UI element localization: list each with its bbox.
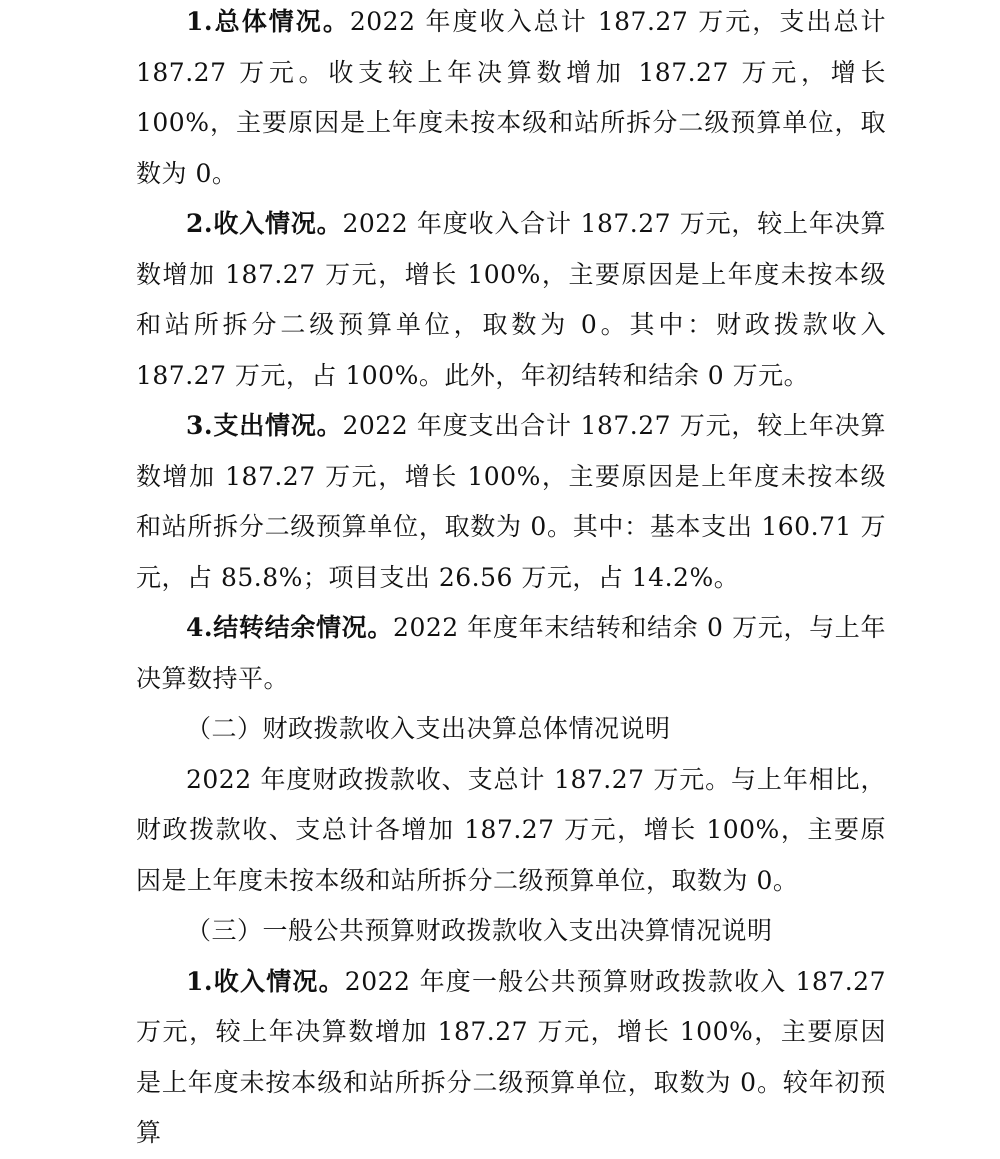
document-body: [136, 0, 886, 1159]
paragraph-text: 2022 年度年末结转和结余 0 万元，与上年决算数持平。: [136, 613, 886, 693]
paragraph-carryover: [136, 603, 886, 704]
section-heading-fiscal-overview: （二）财政拨款收入支出决算总体情况说明: [186, 714, 671, 743]
paragraph-heading: 3.支出情况。: [186, 411, 343, 440]
paragraph-text: 2022 年度收入总计 187.27 万元，支出总计 187.27 万元。收支较上年决算数增加 187.27 万元，增长 100%，主要原因是上年度未按本级和站所拆分二级预算单位，取数为 0。: [136, 7, 886, 188]
paragraph-heading: 4.结转结余情况。: [186, 613, 394, 642]
paragraph-heading: 1.总体情况。: [186, 7, 350, 36]
paragraph-overall: [136, 0, 886, 199]
paragraph-heading: 2.收入情况。: [186, 209, 343, 238]
paragraph-text: 2022 年度支出合计 187.27 万元，较上年决算数增加 187.27 万元，增长 100%，主要原因是上年度未按本级和站所拆分二级预算单位，取数为 0。其中：基本支出 160.71 万元，占 85.8%；项目支出 26.56 万元，占 14.2%。: [136, 411, 886, 592]
section-heading-general-budget: （三）一般公共预算财政拨款收入支出决算情况说明: [186, 916, 773, 945]
paragraph-text: 2022 年度收入合计 187.27 万元，较上年决算数增加 187.27 万元，增长 100%，主要原因是上年度未按本级和站所拆分二级预算单位，取数为 0。其中：财政拨款收入 187.27 万元，占 100%。此外，年初结转和结余 0 万元。: [136, 209, 886, 390]
paragraph-expenditure: [136, 401, 886, 603]
paragraph-text: 2022 年度一般公共预算财政拨款收入 187.27 万元，较上年决算数增加 187.27 万元，增长 100%，主要原因是上年度未按本级和站所拆分二级预算单位，取数为 0。较年初预算: [136, 966, 886, 1147]
paragraph-fiscal-overview: [136, 755, 886, 907]
paragraph-heading: 1.收入情况。: [186, 966, 345, 996]
paragraph-general-budget-income: [136, 957, 886, 1159]
paragraph-text: 2022 年度财政拨款收、支总计 187.27 万元。与上年相比，财政拨款收、支总计各增加 187.27 万元，增长 100%，主要原因是上年度未按本级和站所拆分二级预算单位，取数为 0。: [136, 764, 886, 895]
paragraph-income: [136, 199, 886, 401]
